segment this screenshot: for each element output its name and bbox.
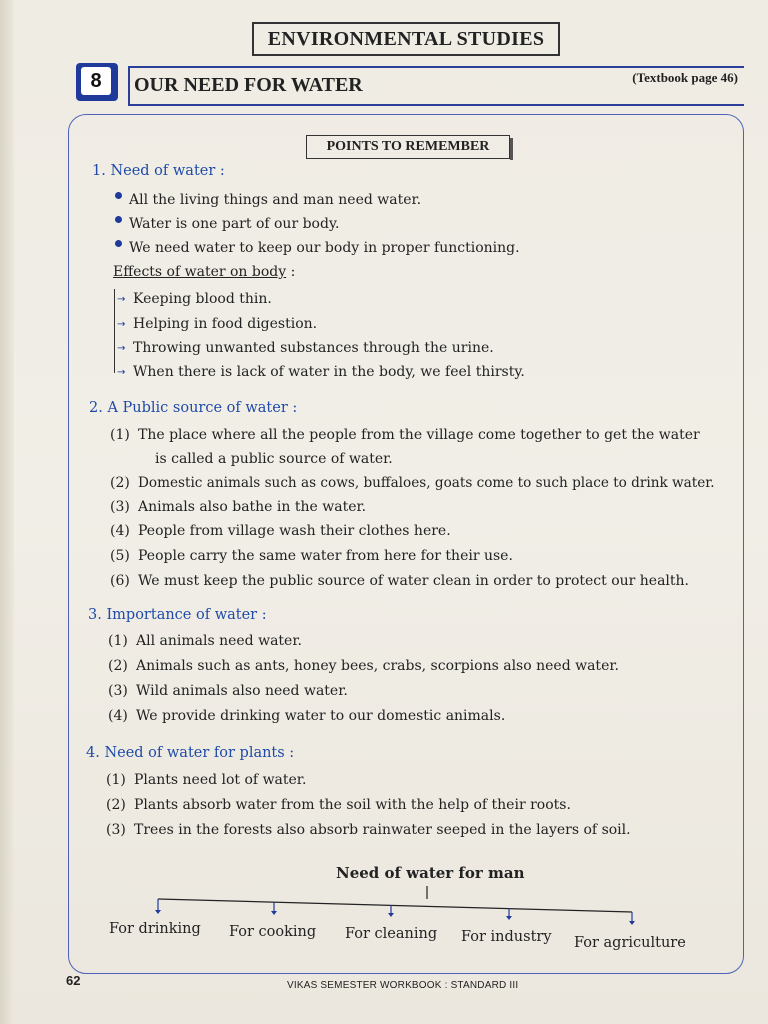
- effect-item: Keeping blood thin.: [133, 291, 272, 307]
- diagram-leaf-drinking: For drinking: [109, 921, 201, 937]
- section-heading-plants: 4. Need of water for plants :: [86, 745, 295, 761]
- section-heading-public-source: 2. A Public source of water :: [89, 400, 298, 416]
- arrow-right-icon: →: [117, 343, 126, 354]
- points-to-remember-label: POINTS TO REMEMBER: [306, 135, 510, 159]
- item-number: (4): [110, 523, 130, 539]
- subject-header: ENVIRONMENTAL STUDIES: [252, 22, 560, 56]
- item-number: (3): [106, 822, 126, 838]
- effects-colon: :: [290, 264, 296, 280]
- textbook-reference: (Textbook page 46): [632, 70, 738, 85]
- effect-item: When there is lack of water in the body, we feel thirsty.: [133, 364, 525, 380]
- item-number: (5): [110, 548, 130, 564]
- item-number: (4): [108, 708, 128, 724]
- item-number: (1): [106, 772, 126, 788]
- list-item: People from village wash their clothes here.: [138, 523, 451, 539]
- bullet-item: All the living things and man need water.: [129, 192, 422, 208]
- list-item-continuation: is called a public source of water.: [155, 451, 393, 467]
- bullet-item: Water is one part of our body.: [129, 216, 340, 232]
- item-number: (3): [110, 499, 130, 515]
- item-number: (1): [108, 633, 128, 649]
- list-item: All animals need water.: [136, 633, 302, 649]
- list-item: People carry the same water from here for their use.: [138, 548, 513, 564]
- page-number: 62: [66, 973, 81, 988]
- item-number: (2): [108, 658, 128, 674]
- diagram-leaf-cooking: For cooking: [229, 924, 317, 940]
- list-item: Domestic animals such as cows, buffaloes, goats come to such place to drink water.: [138, 475, 715, 491]
- list-item: We must keep the public source of water clean in order to protect our health.: [138, 573, 690, 589]
- item-number: (6): [110, 573, 130, 589]
- chapter-number: 8: [81, 67, 111, 95]
- list-item: We provide drinking water to our domestic animals.: [136, 708, 506, 724]
- list-item: Animals also bathe in the water.: [138, 499, 367, 515]
- item-number: (3): [108, 683, 128, 699]
- bullet-item: We need water to keep our body in proper functioning.: [129, 240, 520, 256]
- list-item: Animals such as ants, honey bees, crabs, scorpions also need water.: [136, 658, 619, 674]
- item-number: (2): [110, 475, 130, 491]
- effects-label: Effects of water on body: [113, 264, 287, 280]
- arrow-right-icon: →: [117, 294, 126, 305]
- item-number: (1): [110, 427, 130, 443]
- book-title-footer: VIKAS SEMESTER WORKBOOK : STANDARD III: [287, 980, 519, 991]
- list-item: Plants need lot of water.: [134, 772, 307, 788]
- arrow-right-icon: →: [117, 367, 126, 378]
- list-item: Trees in the forests also absorb rainwater seeped in the layers of soil.: [134, 822, 631, 838]
- list-item: Plants absorb water from the soil with the help of their roots.: [134, 797, 571, 813]
- item-number: (2): [106, 797, 126, 813]
- diagram-leaf-agriculture: For agriculture: [574, 935, 686, 951]
- effect-item: Helping in food digestion.: [133, 316, 318, 332]
- list-item: Wild animals also need water.: [136, 683, 348, 699]
- effect-item: Throwing unwanted substances through the urine.: [133, 340, 494, 356]
- list-item: The place where all the people from the village come together to get the water: [138, 427, 700, 443]
- diagram-leaf-industry: For industry: [461, 929, 552, 945]
- chapter-title: OUR NEED FOR WATER: [134, 74, 363, 96]
- arrow-right-icon: →: [117, 319, 126, 330]
- section-heading-importance: 3. Importance of water :: [88, 607, 267, 623]
- diagram-leaf-cleaning: For cleaning: [345, 926, 438, 942]
- diagram-title: Need of water for man: [336, 864, 525, 882]
- section-heading-need-of-water: 1. Need of water :: [92, 163, 225, 179]
